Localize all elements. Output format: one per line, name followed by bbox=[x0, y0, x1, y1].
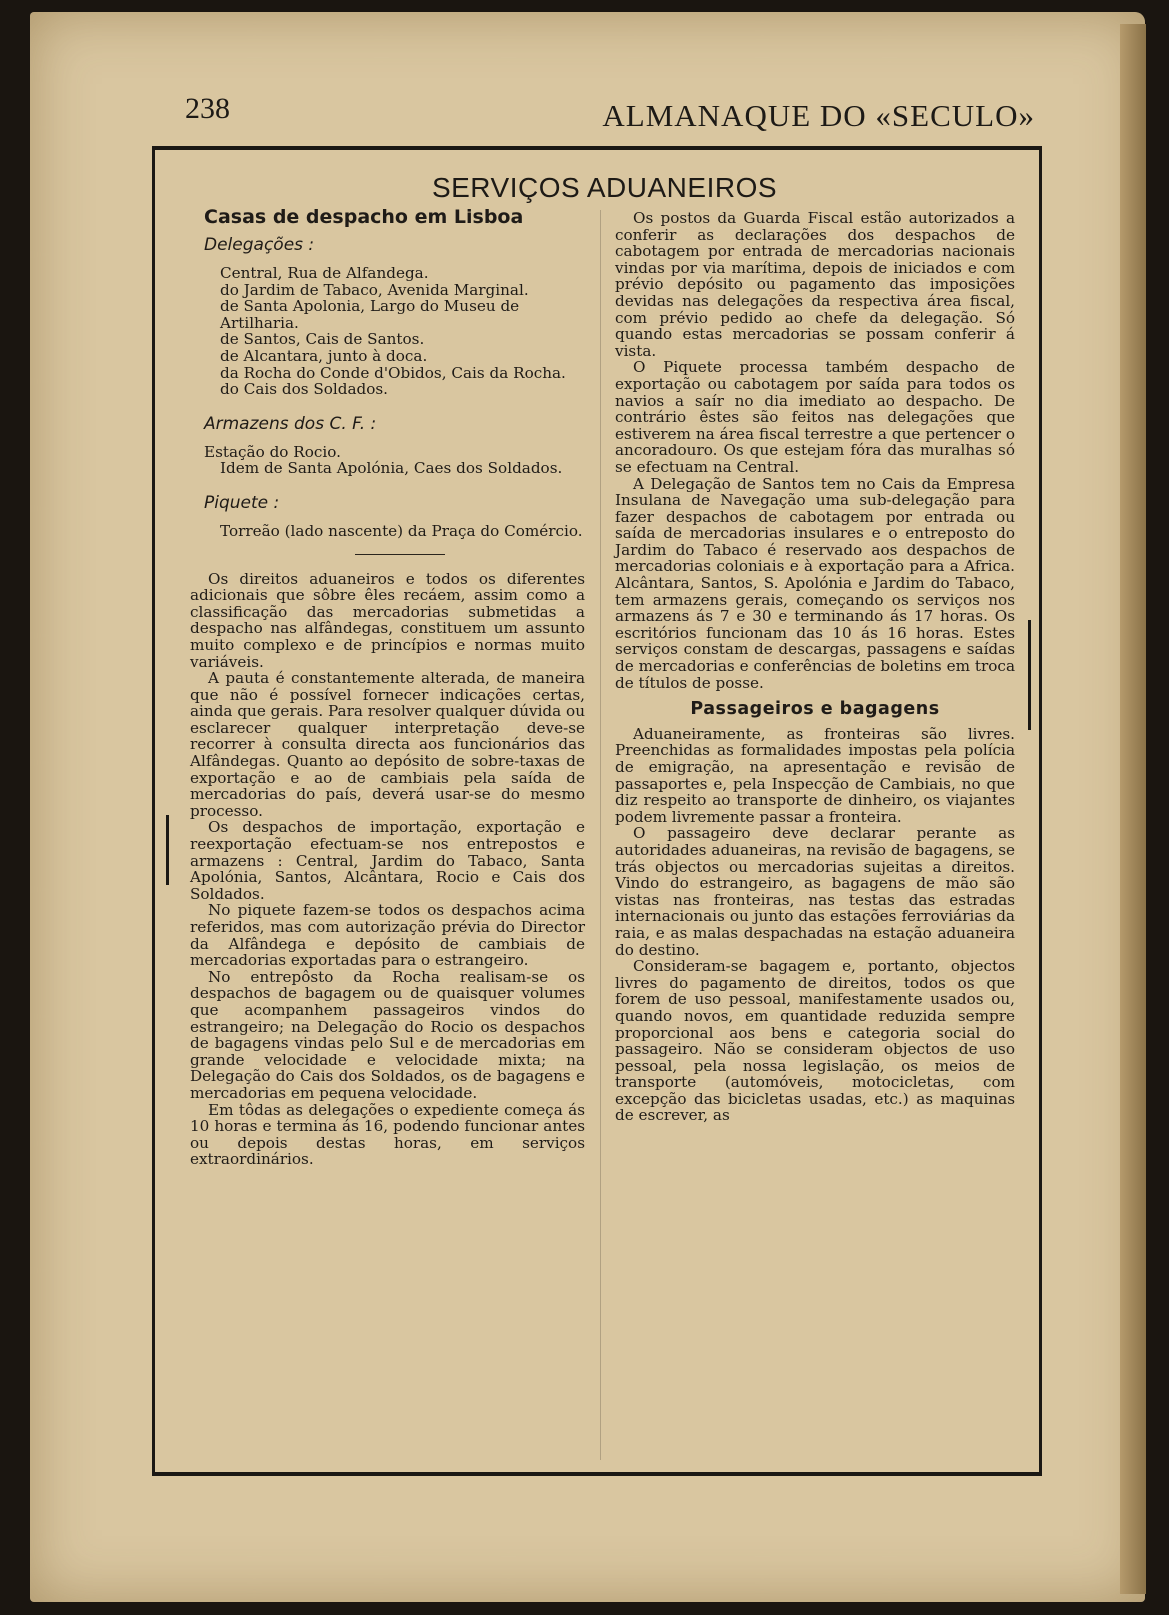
list-armazens bbox=[190, 444, 585, 477]
paragraph: No piquete fazem-se todos os despachos acima referidos, mas com autorização prévia do Director da Alfândega e depósito de cambiais de mercadorias exportadas para o estrangeiro. bbox=[190, 901, 585, 970]
list-item: de Santa Apolonia, Largo do Museu de Artilharia. bbox=[220, 297, 520, 332]
heading-passageiros-bagagens: Passageiros e bagagens bbox=[690, 699, 940, 720]
list-item: de Alcantara, junto à doca. bbox=[220, 346, 428, 365]
list-item: do Jardim de Tabaco, Avenida Marginal. bbox=[220, 280, 529, 299]
heading-casas-despacho: Casas de despacho em Lisboa bbox=[204, 206, 524, 228]
list-item: de Santos, Cais de Santos. bbox=[220, 330, 425, 349]
list-piquete bbox=[190, 523, 585, 540]
label-delegacoes: Delegações : bbox=[204, 235, 315, 255]
page-header bbox=[185, 92, 1035, 142]
label-armazens: Armazens dos C. F. : bbox=[204, 413, 377, 434]
paragraph: Os despachos de importação, exportação e reexportação efectuam-se nos entrepostos e armazens : Central, Jardim do Tabaco, Santa Apolónia, Santos, Alcântara, Rocio e Cais dos Soldados. bbox=[190, 818, 585, 903]
page-edge bbox=[1120, 24, 1146, 1594]
paragraph: A Delegação de Santos tem no Cais da Empresa Insulana de Navegação uma sub-delegação para fazer despachos de cabotagem por entrada ou saída de mercadorias insulares e o entreposto do Jardim do Tabaco é reservado aos despachos de mercadorias coloniais e à exportação para a Africa. Alcântara, Santos, S. Apolónia e Jardim do Tabaco, tem armazens gerais, começando os serviços nos armazens ás 7 e 30 e terminando ás 17 horas. Os escritórios funcionam das 10 ás 16 horas. Estes serviços constam de descargas, passagens e saídas de mercadorias e conferências de boletins em troca de títulos de posse. bbox=[615, 474, 1015, 692]
list-item: Estação do Rocio. bbox=[204, 442, 341, 461]
running-title: ALMANAQUE DO «SECULO» bbox=[602, 98, 1035, 133]
margin-mark bbox=[1028, 620, 1031, 730]
separator-rule bbox=[355, 554, 445, 555]
page-number: 238 bbox=[185, 92, 230, 125]
list-item: Torreão (lado nascente) da Praça do Comércio. bbox=[220, 521, 583, 540]
list-delegacoes bbox=[190, 265, 585, 398]
paragraph: Aduaneiramente, as fronteiras são livres. Preenchidas as formalidades impostas pela polícia de emigração, na apresentação e revisão de passaportes e, pela Inspecção de Cambiais, no que diz respeito ao transporte de dinheiro, os viajantes podem livremente passar a fronteira. bbox=[615, 724, 1015, 826]
section-title: SERVIÇOS ADUANEIROS bbox=[431, 172, 778, 203]
paragraph: Em tôdas as delegações o expediente começa ás 10 horas e termina ás 16, podendo funcionar antes ou depois destas horas, em serviços extraordinários. bbox=[190, 1100, 585, 1169]
paragraph: A pauta é constantemente alterada, de maneira que não é possível fornecer indicações certas, ainda que gerais. Para resolver qualquer dúvida ou esclarecer qualquer interpretação deve-se recorrer à consulta directa aos funcionários das Alfândegas. Quanto ao depósito de sobre-taxas de exportação e ao de cambiais pela saída de mercadorias do país, deverá usar-se do mesmo processo. bbox=[190, 669, 585, 820]
margin-mark bbox=[166, 815, 169, 885]
column-divider bbox=[600, 210, 601, 1460]
paragraph: O passageiro deve declarar perante as autoridades aduaneiras, na revisão de bagagens, se trás objectos ou mercadorias sujeitas a direitos. Vindo do estrangeiro, as bagagens de mão são vistas nas fronteiras, nas testas das estradas internacionais ou junto das estações ferroviárias da raia, e as malas despachadas na estação aduaneira do destino. bbox=[615, 824, 1015, 959]
left-column bbox=[190, 205, 585, 1168]
paragraph: Os direitos aduaneiros e todos os diferentes adicionais que sôbre êles recáem, assim como a classificação das mercadorias submetidas a despacho nas alfândegas, constituem um assunto muito complexo e de princípios e normas muito variáveis. bbox=[190, 569, 585, 671]
paragraph: No entrepôsto da Rocha realisam-se os despachos de bagagem ou de quaisquer volumes que acompanhem passageiros vindos do estrangeiro; na Delegação do Rocio os despachos de bagagens vindas pelo Sul e de mercadorias em grande velocidade e velocidade mixta; na Delegação do Cais dos Soldados, os de bagagens e mercadorias em pequena velocidade. bbox=[190, 967, 585, 1102]
list-item: do Cais dos Soldados. bbox=[220, 380, 389, 399]
paragraph: Consideram-se bagagem e, portanto, objectos livres do pagamento de direitos, todos os que forem de uso pessoal, manifestamente usados ou, quando novos, em quantidade reduzida sempre proporcional aos bens e categoria social do passageiro. Não se consideram objectos de uso pessoal, pela nossa legislação, os meios de transporte (automóveis, motocicletas, com excepção das bicicletas usadas, etc.) as maquinas de escrever, as bbox=[615, 957, 1015, 1125]
list-item: Central, Rua de Alfandega. bbox=[220, 264, 429, 282]
paragraph: Os postos da Guarda Fiscal estão autorizados a conferir as declarações dos despachos de cabotagem por entrada de mercadorias nacionais vindas por via marítima, depois de iniciados e com prévio depósito ou pagamento das imposições devidas nas delegações da respectiva área fiscal, com prévio pedido ao chefe da delegação. Só quando estas mercadorias se possam conferir á vista. bbox=[615, 209, 1015, 360]
label-piquete: Piquete : bbox=[204, 492, 280, 513]
list-item: da Rocha do Conde d'Obidos, Cais da Rocha. bbox=[220, 363, 566, 382]
paragraph: O Piquete processa também despacho de exportação ou cabotagem por saída para todos os navios a saír no dia imediato ao despacho. De contrário êstes são feitos nas delegações que estiverem na área fiscal terrestre a que pertencer o ancoradouro. Os que estejam fóra das muralhas só se efectuam na Central. bbox=[615, 358, 1015, 476]
list-item: Idem de Santa Apolónia, Caes dos Soldados. bbox=[220, 459, 563, 478]
right-column bbox=[615, 210, 1015, 1124]
